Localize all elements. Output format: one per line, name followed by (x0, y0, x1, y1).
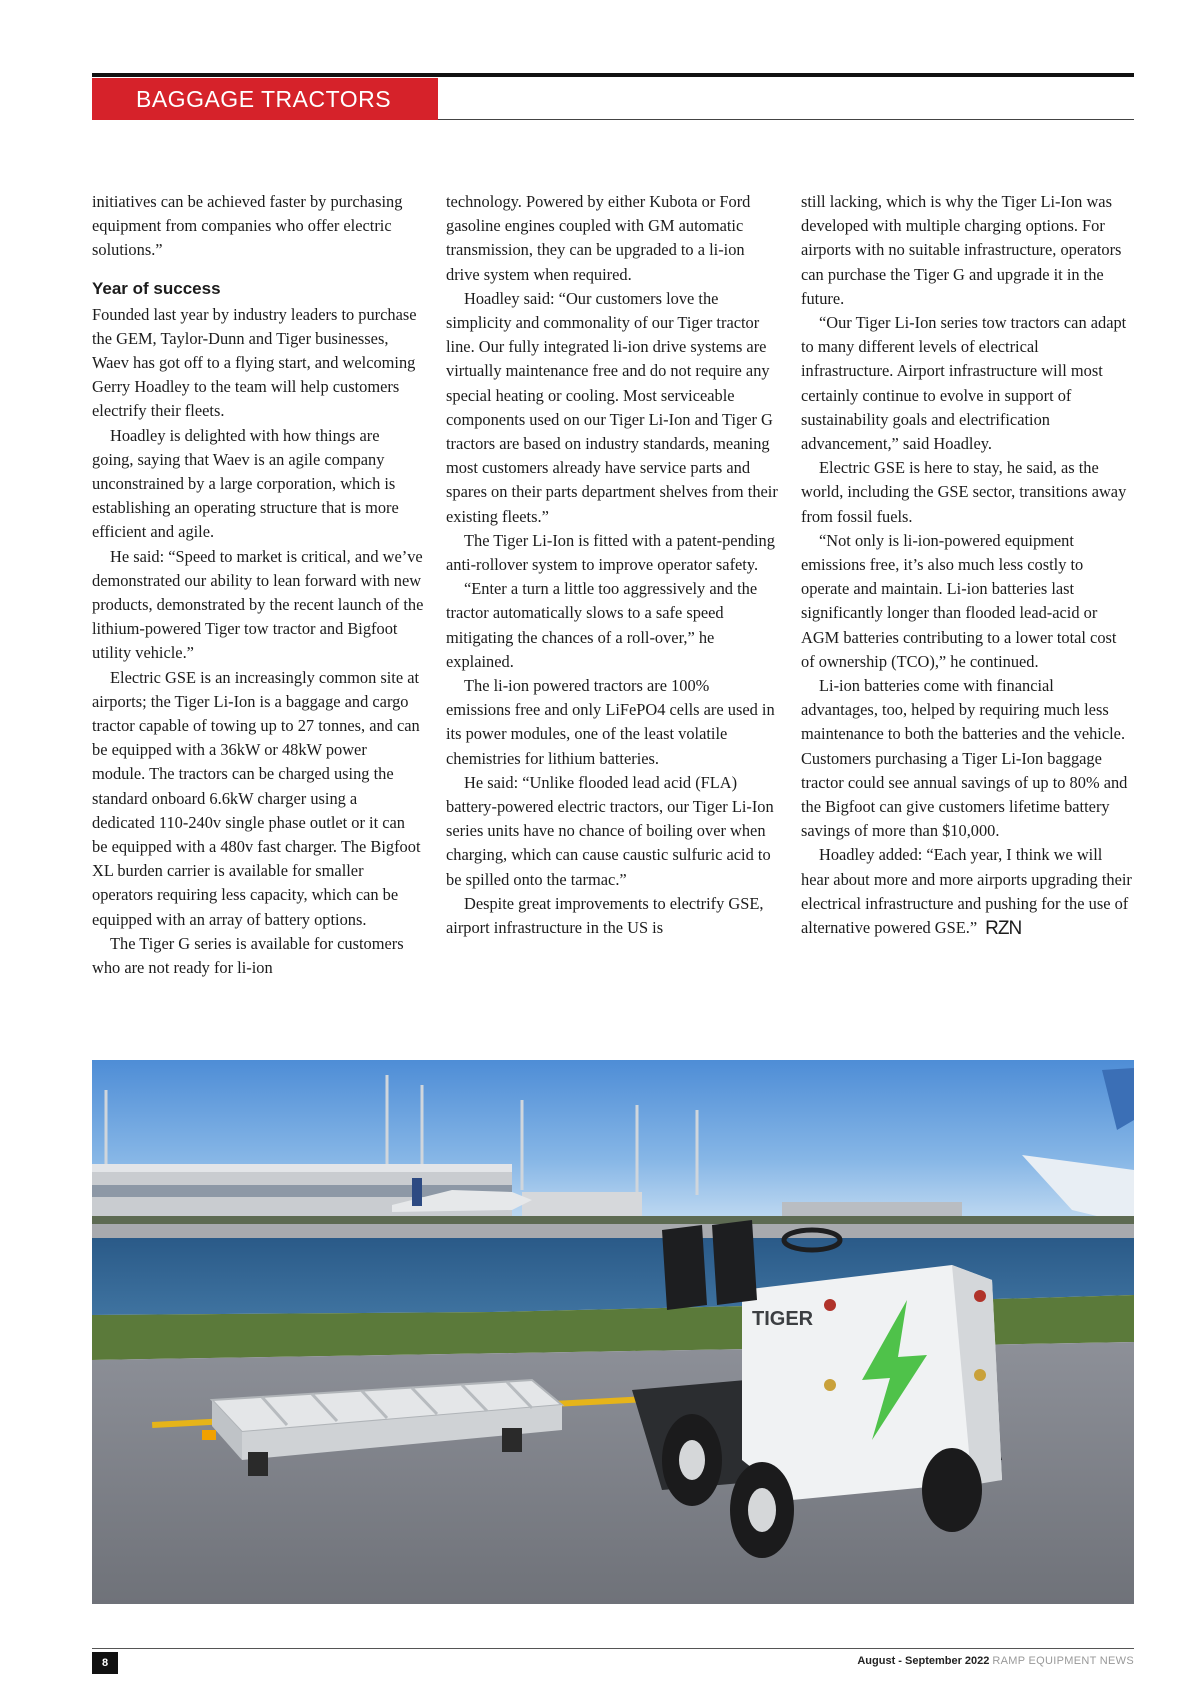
final-paragraph (801, 843, 1133, 941)
issue-date: August - September 2022 (857, 1655, 990, 1667)
end-mark-logo: RZN (985, 918, 1022, 940)
paragraph: initiatives can be achieved faster by purchasing equipment from companies who offer electric solutions.” (92, 192, 403, 260)
section-label-text: BAGGAGE TRACTORS (136, 85, 392, 112)
paragraph: Hoadley said: “Our customers love the simplicity and commonality of our Tiger tractor line. Our fully integrated li-ion drive systems are virtually maintenance free and do not require any special heating or cooling. Most serviceable components used on our Tiger Li-Ion and Tiger G tractors are based on industry standards, meaning most customers already have service parts and spares on their parts department shelves from their existing fleets.” (446, 288, 778, 526)
article-body (92, 190, 1134, 1052)
paragraph: still lacking, which is why the Tiger Li-Ion was developed with multiple charging options. For airports with no suitable infrastructure, operators can purchase the Tiger G and upgrade it in the future. (801, 192, 1122, 308)
section-label (92, 78, 438, 120)
paragraph: Founded last year by industry leaders to purchase the GEM, Taylor-Dunn and Tiger businesses, Waev has got off to a flying start, and welcoming Gerry Hoadley to the team will help customers electrify their fleets. (92, 304, 417, 421)
header-bottom-rule (438, 119, 1134, 120)
tiger-tractor-photo (92, 1060, 1134, 1604)
paragraph: “Our Tiger Li-Ion series tow tractors can adapt to many different levels of electrical infrastructure. Airport infrastructure will most certainly continue to evolve in support of sustainability goals and electrification advancement,” said Hoadley. (801, 313, 1127, 454)
paragraph: Despite great improvements to electrify GSE, airport infrastructure in the US is (446, 893, 764, 938)
paragraph: The Tiger G series is available for customers who are not ready for li-ion (92, 933, 404, 978)
article-photo (92, 1060, 1134, 1604)
paragraph: “Enter a turn a little too aggressively and the tractor automatically slows to a safe speed mitigating the chances of a roll-over,” he explained. (446, 579, 758, 671)
header-top-rule (92, 73, 1134, 77)
article-column-1 (92, 190, 424, 980)
vehicle-badge: TIGER (752, 1308, 814, 1330)
paragraph: Electric GSE is an increasingly common site at airports; the Tiger Li-Ion is a baggage and cargo tractor capable of towing up to 27 tonnes, and can be equipped with a 36kW or 48kW power module. The tractors can be charged using the standard onboard 6.6kW charger using a dedicated 110-240v single phase outlet or it can be equipped with a 480v fast charger. The Bigfoot XL burden carrier is available for smaller operators requiring less capacity, which can be equipped with an array of battery options. (92, 667, 421, 929)
paragraph: Electric GSE is here to stay, he said, as the world, including the GSE sector, transitions away from fossil fuels. (801, 458, 1127, 526)
subheading: Year of success (92, 278, 221, 298)
article-column-3 (801, 190, 1133, 941)
paragraph: technology. Powered by either Kubota or Ford gasoline engines coupled with GM automatic transmission, they can be upgraded to a li-ion drive system when required. (446, 192, 751, 284)
article-column-2 (446, 190, 778, 940)
paragraph: He said: “Speed to market is critical, and we’ve demonstrated our ability to lean forward with new products, demonstrated by the recent launch of the lithium-powered Tiger tow tractor and Bigfoot utility vehicle.” (92, 546, 424, 663)
paragraph-text: Hoadley added: “Each year, I think we will hear about more and more airports upgrading their electrical infrastructure and pushing for the use of alternative powered GSE.” (801, 845, 1132, 938)
paragraph: The li-ion powered tractors are 100% emissions free and only LiFePO4 cells are used in its power modules, one of the least volatile chemistries for lithium batteries. (446, 676, 775, 768)
footer-info (857, 1655, 1134, 1667)
paragraph: “Not only is li-ion-powered equipment emissions free, it’s also much less costly to operate and maintain. Li-ion batteries last significantly longer than flooded lead-acid or AGM batteries contributing to a lower total cost of ownership (TCO),” he continued. (801, 530, 1117, 671)
footer-rule (92, 1648, 1134, 1649)
magazine-name: RAMP EQUIPMENT NEWS (992, 1655, 1134, 1667)
paragraph: Li-ion batteries come with financial advantages, too, helped by requiring much less maintenance to both the batteries and the vehicle. Customers purchasing a Tiger Li-Ion baggage tractor could see annual savings of up to 80% and the Bigfoot can give customers lifetime battery savings of more than $10,000. (801, 676, 1128, 841)
paragraph: Hoadley is delighted with how things are going, saying that Waev is an agile company unconstrained by a large corporation, which is establishing an operating structure that is more efficient and agile. (92, 425, 399, 542)
page-number: 8 (92, 1652, 118, 1674)
paragraph: He said: “Unlike flooded lead acid (FLA) battery-powered electric tractors, our Tiger Li-Ion series units have no chance of boiling over when charging, which can cause caustic sulfuric acid to be spilled onto the tarmac.” (446, 772, 774, 889)
paragraph: The Tiger Li-Ion is fitted with a patent-pending anti-rollover system to improve operator safety. (446, 530, 775, 575)
